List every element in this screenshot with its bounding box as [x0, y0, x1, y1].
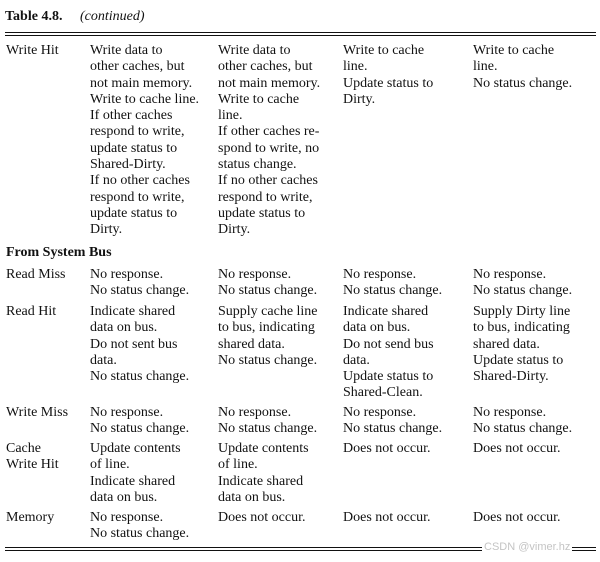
row-label-write-hit: Write Hit: [6, 43, 59, 58]
row-label-memory: Memory: [6, 510, 55, 525]
table-caption: [5, 9, 144, 25]
write-miss-col4: No response. No status change.: [473, 405, 573, 437]
cache-write-hit-col4: Does not occur.: [473, 441, 561, 456]
read-hit-col1: Indicate shared data on bus. Do not sent bus data. No status change.: [90, 304, 190, 385]
section-heading-from-system-bus: From System Bus: [6, 245, 112, 260]
memory-col3: Does not occur.: [343, 510, 431, 525]
watermark: CSDN @vimer.hz: [484, 541, 571, 553]
read-miss-col4: No response. No status change.: [473, 267, 573, 299]
write-miss-col1: No response. No status change.: [90, 405, 190, 437]
cache-write-hit-col2: Update contents of line. Indicate shared data on bus.: [218, 441, 309, 505]
read-hit-col4: Supply Dirty line to bus, indicating shared data. Update status to Shared-Dirty.: [473, 304, 571, 385]
cache-write-hit-col3: Does not occur.: [343, 441, 431, 456]
top-rule-inner: [5, 35, 596, 36]
row-label-cache-write-hit: Cache Write Hit: [6, 441, 59, 473]
write-hit-col1: Write data to other caches, but not main memory. Write to cache line. If other caches respond to write, update status to Shared-Dirty. If no other caches respond to write, update status to Dirty.: [90, 43, 200, 238]
top-rule: [5, 32, 596, 33]
memory-col1: No response. No status change.: [90, 510, 190, 542]
cache-write-hit-col1: Update contents of line. Indicate shared data on bus.: [90, 441, 181, 505]
memory-col2: Does not occur.: [218, 510, 306, 525]
write-hit-col2: Write data to other caches, but not main memory. Write to cache line. If other caches re- spond to write, no status change. If no other caches respond to write, update status to Dirty.: [218, 43, 321, 238]
row-label-read-hit: Read Hit: [6, 304, 57, 319]
read-hit-col3: Indicate shared data on bus. Do not send bus data. Update status to Shared-Clean.: [343, 304, 434, 401]
write-miss-col3: No response. No status change.: [343, 405, 443, 437]
write-miss-col2: No response. No status change.: [218, 405, 318, 437]
read-miss-col1: No response. No status change.: [90, 267, 190, 299]
read-hit-col2: Supply cache line to bus, indicating shared data. No status change.: [218, 304, 318, 368]
row-label-read-miss: Read Miss: [6, 267, 66, 282]
table-number: Table 4.8.: [5, 9, 63, 24]
write-hit-col4: Write to cache line. No status change.: [473, 43, 573, 91]
memory-col4: Does not occur.: [473, 510, 561, 525]
write-hit-col3: Write to cache line. Update status to Dirty.: [343, 43, 434, 107]
read-miss-col2: No response. No status change.: [218, 267, 318, 299]
row-label-write-miss: Write Miss: [6, 405, 69, 420]
read-miss-col3: No response. No status change.: [343, 267, 443, 299]
table-continued-note: (continued): [79, 9, 145, 24]
